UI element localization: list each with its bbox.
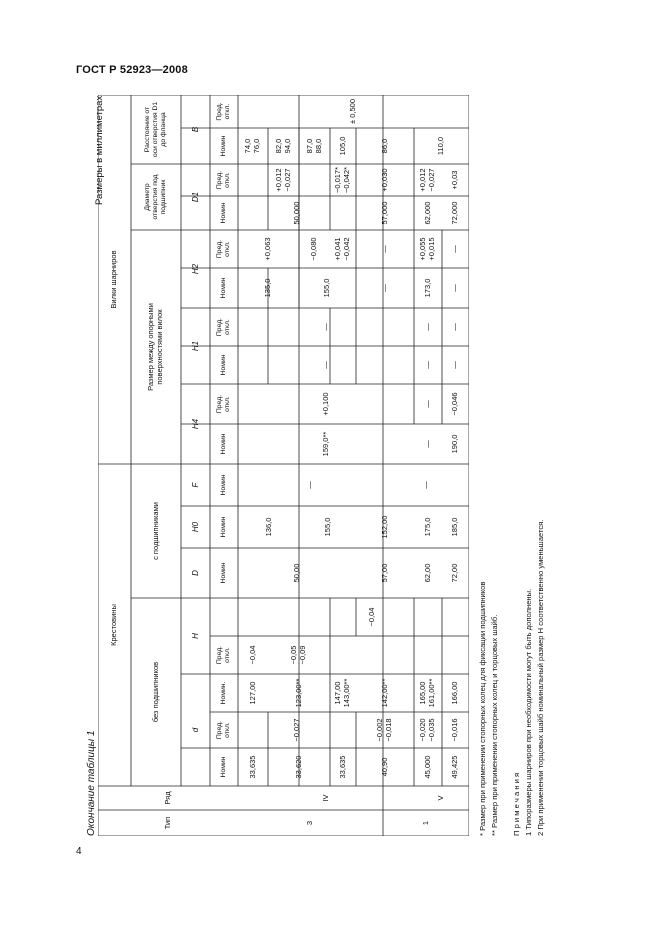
sub-pred-H1: Пред. откл. bbox=[216, 317, 231, 337]
cell-H4p-c: −0,046 bbox=[450, 392, 460, 416]
cell-H2p-5: — bbox=[450, 245, 460, 253]
cell-D-3: 62,00 bbox=[422, 563, 432, 583]
sub-nomin-H4: Номин bbox=[220, 433, 228, 455]
cell-H0-3: 152,00 bbox=[379, 515, 389, 539]
header-sym-H: H bbox=[190, 633, 200, 639]
header-sym-d: d bbox=[190, 727, 200, 733]
cell-dpr-5: −0,020 −0,035 bbox=[418, 718, 436, 742]
header-vilki: Вилки шарниров bbox=[109, 250, 119, 309]
cell-H1p-c: — bbox=[450, 323, 460, 331]
cell-H2n-3: — bbox=[379, 284, 389, 292]
cell-B-4: 105,0 bbox=[337, 136, 347, 156]
sub-nomin-H: Номин. bbox=[220, 681, 228, 705]
cell-H1n-a: — bbox=[320, 361, 330, 369]
cell-Hpr-4: −0,04 bbox=[366, 607, 376, 627]
cell-D-4: 72,00 bbox=[450, 563, 460, 583]
header-tip: Тип bbox=[162, 816, 172, 830]
cell-d-1: 33,635 bbox=[247, 755, 257, 779]
cell-B-6: 110,0 bbox=[436, 136, 446, 156]
sub-nomin-H2: Номин bbox=[220, 277, 228, 299]
cell-B-2: 82,0 94,0 bbox=[273, 138, 292, 154]
cell-Hpr-1: −0,04 bbox=[247, 645, 257, 665]
cell-F-a: — bbox=[305, 481, 315, 489]
cell-H4p-a: +0,100 bbox=[320, 392, 330, 416]
page-number: 4 bbox=[76, 846, 82, 857]
note-2: 2 При применении торцовых шайб номинальный размер H соответственно уменьшается. bbox=[536, 519, 545, 836]
cell-d-2: 33,620 bbox=[293, 755, 303, 779]
cell-D1p-4: +0,012 −0,027 bbox=[418, 168, 436, 192]
data-table bbox=[98, 95, 469, 836]
cell-H-3: 147,00 143,00** bbox=[333, 678, 351, 708]
header-sym-F: F bbox=[190, 482, 200, 488]
footnote-1: * Размер при применении стопорных колец для фиксации подшипников bbox=[478, 581, 487, 836]
cell-H2n-5: — bbox=[450, 284, 460, 292]
header-sym-D: D bbox=[190, 570, 200, 576]
sub-nomin-H0: Номин bbox=[220, 516, 228, 538]
sub-nomin-d: Номин bbox=[220, 756, 228, 778]
cell-H2n-1: 135,0 bbox=[263, 278, 273, 298]
cell-H2n-4: 173,0 bbox=[422, 278, 432, 298]
sub-pred-H2: Пред. откл. bbox=[216, 239, 231, 259]
header-bez-podsh: без подшипников bbox=[150, 661, 160, 723]
cell-D-1: 50,00 bbox=[291, 563, 301, 583]
cell-Hpr-2: −0,05 −0,09 bbox=[289, 645, 307, 665]
cell-H4p-b: — bbox=[422, 400, 432, 408]
cell-H0-2: 155,0 bbox=[322, 517, 332, 537]
sub-nomin-H1: Номин bbox=[220, 354, 228, 376]
cell-d-6: 49,425 bbox=[450, 755, 460, 779]
units-note: Размеры в миллиметрах bbox=[94, 95, 105, 205]
cell-H-1: 127,00 bbox=[247, 681, 257, 705]
cell-d-3: 33,635 bbox=[337, 755, 347, 779]
cell-H-2: 123,00** bbox=[293, 678, 303, 708]
sub-nomin-D: Номин bbox=[220, 562, 228, 584]
header-razmer-mezhdu: Размер между опорными поверхностями вилок bbox=[146, 303, 164, 391]
header-sym-B: B bbox=[190, 126, 200, 133]
sub-pred-B: Пред. откл. bbox=[216, 102, 231, 121]
sub-pred-d: Пред. откл. bbox=[216, 720, 231, 740]
header-rasstoyanie: Расстояние от оси отверстия D1 до фланца bbox=[144, 101, 167, 158]
table-caption: Окончание таблицы 1 bbox=[86, 730, 97, 836]
cell-H4n-a: 159,0** bbox=[320, 431, 330, 457]
header-krestoviny: Крестовины bbox=[109, 604, 119, 646]
header-sym-H0: H0 bbox=[190, 521, 200, 533]
cell-H1p-b: — bbox=[422, 323, 432, 331]
cell-H-4: 142,00** bbox=[379, 678, 389, 708]
cell-H0-4: 175,0 bbox=[422, 517, 432, 537]
cell-D1n-1: 50,000 bbox=[291, 201, 301, 225]
cell-B-5: 86,0 bbox=[379, 138, 389, 154]
header-rad: Ряд bbox=[162, 791, 172, 805]
document-header: ГОСТ Р 52923—2008 bbox=[76, 64, 188, 76]
cell-H2pr-1: +0,063 bbox=[263, 237, 273, 261]
cell-D1p-2: −0,017* −0,042* bbox=[333, 166, 351, 194]
header-sym-H1: H1 bbox=[190, 340, 200, 352]
cell-H1n-b: — bbox=[422, 361, 432, 369]
cell-D1p-5: +0,03 bbox=[450, 170, 460, 190]
row-V: V bbox=[436, 795, 446, 801]
sub-pred-H: Пред. откл. bbox=[216, 645, 231, 665]
footnote-2: ** Размер при применении стопорных колец и торцовых шайб. bbox=[490, 614, 499, 836]
cell-H-6: 166,00 bbox=[450, 681, 460, 705]
sub-pred-D1: Пред. откл. bbox=[216, 170, 231, 190]
cell-D1n-5: 72,000 bbox=[450, 201, 460, 225]
cell-D1n-4: 62,000 bbox=[422, 201, 432, 225]
cell-H1p-a: — bbox=[320, 323, 330, 331]
type-1: 1 bbox=[420, 820, 430, 826]
cell-D1p-1: +0,012 −0,027 bbox=[273, 168, 292, 192]
cell-F-b: — bbox=[420, 481, 430, 489]
header-sym-H2: H2 bbox=[190, 263, 200, 275]
cell-D1p-3: +0,030 bbox=[379, 168, 389, 192]
cell-H4n-b: — bbox=[422, 440, 432, 448]
header-s-podsh: с подшипниками bbox=[150, 502, 160, 560]
cell-B-3: 87,0 88,0 bbox=[304, 138, 323, 154]
cell-H-5: 165,00 161,00** bbox=[418, 678, 436, 708]
cell-dpr-4: −0,002 −0,018 bbox=[375, 718, 393, 742]
cell-D1n-3: 57,000 bbox=[379, 201, 389, 225]
sub-nomin-D1: Номин bbox=[220, 202, 228, 224]
cell-dpr-6: −0,016 bbox=[450, 718, 460, 742]
cell-H4n-c: 190,0 bbox=[450, 434, 460, 454]
cell-d-5: 45,000 bbox=[422, 755, 432, 779]
header-diametr: Диаметр отверстия под подшипник bbox=[144, 174, 167, 220]
cell-B-pred: ± 0,500 bbox=[348, 99, 358, 124]
sub-nomin-F: Номин bbox=[220, 474, 228, 496]
cell-H2p-4: +0,055 +0,015 bbox=[418, 237, 436, 261]
cell-d-4: 40,90 bbox=[379, 757, 389, 777]
sub-nomin-B: Номин bbox=[220, 135, 228, 157]
sub-pred-H4: Пред. откл. bbox=[216, 394, 231, 414]
note-1: 1 Типоразмеры шарниров при необходимости могут быть дополнены. bbox=[524, 588, 533, 836]
notes-title: П р и м е ч а н и я bbox=[512, 772, 521, 836]
cell-H1n-c: — bbox=[450, 361, 460, 369]
cell-B-1: 74,0 76,0 bbox=[243, 138, 261, 154]
type-3: 3 bbox=[305, 820, 315, 826]
cell-D-2: 57,00 bbox=[379, 563, 389, 583]
cell-H0-1: 136,0 bbox=[263, 517, 273, 537]
cell-dpr-2: −0,027 bbox=[291, 718, 301, 742]
cell-H2pr-2: −0,080 bbox=[309, 237, 319, 261]
header-sym-D1: D1 bbox=[190, 191, 200, 203]
cell-H0-5: 185,0 bbox=[450, 517, 460, 537]
cell-H2n-2: 155,0 bbox=[322, 278, 332, 298]
cell-H2pr-3: +0,041 −0,042 bbox=[333, 237, 351, 261]
cell-H2p-3: — bbox=[379, 245, 389, 253]
header-sym-H4: H4 bbox=[190, 418, 200, 430]
row-IV: IV bbox=[320, 794, 330, 802]
